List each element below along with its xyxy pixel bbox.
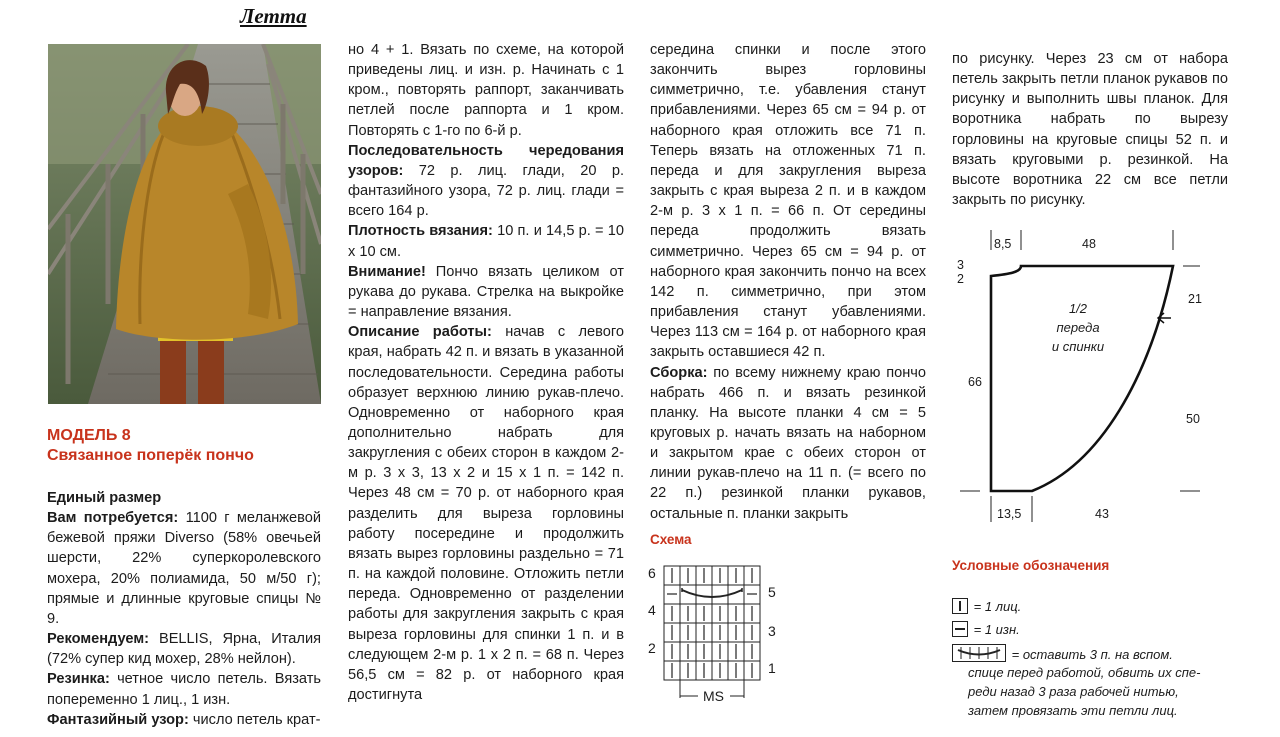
legend-cable-text-1: = оставить 3 п. на вспом. [1011, 647, 1173, 662]
description-label: Описание работы: [348, 324, 492, 341]
dim-48: 48 [1082, 237, 1096, 251]
purl-symbol-icon [952, 621, 968, 637]
knit-symbol-icon [952, 598, 968, 614]
knitting-chart [646, 558, 786, 708]
column-4 [952, 49, 1228, 210]
dim-21: 21 [1188, 292, 1202, 306]
legend-title: Условные обозначения [952, 558, 1110, 573]
legend-cable-text-3: реди назад 3 раза рабочей нитью, [968, 684, 1179, 699]
fancy-label: Фантазийный узор: [47, 711, 189, 728]
brand-title: Летта [240, 4, 307, 28]
dim-66: 66 [968, 375, 982, 389]
model-name: Связанное поперёк пончо [47, 447, 254, 464]
attention-label: Внимание! [348, 263, 426, 280]
sequence-text: 72 р. лиц. глади, 20 р. фантазийного узора, 72 р. лиц. глади = всего 164 р. [348, 162, 624, 220]
chart-grid [664, 566, 760, 680]
recommend-label: Рекомендуем: [47, 631, 149, 648]
column-3 [650, 40, 926, 524]
legend-cable [952, 644, 1173, 664]
center-label-1: 1/2 [1068, 301, 1088, 316]
legend-cable-text-4: затем провязать эти петли лиц. [968, 703, 1178, 718]
model-heading [47, 426, 254, 466]
rib-label: Резинка: [47, 671, 110, 688]
col2-paragraph-1: но 4 + 1. Вязать по схеме, на которой приведены лиц. и изн. р. Начинать с 1 кром., повторять раппорт, заканчивать петлей после раппорта и 1 кром. Повторять с 1-го по 6-й р. [348, 42, 624, 139]
dim-8-5: 8,5 [994, 237, 1012, 251]
cable-symbol-icon [952, 644, 1006, 662]
column-intro [47, 488, 321, 730]
dim-2: 2 [957, 272, 964, 286]
chart-row-3: 3 [768, 623, 776, 639]
sequence-label: Последовательность чередования узоров: [348, 142, 624, 179]
pattern-schematic [950, 228, 1230, 528]
assembly-text: по всему нижнему краю пончо набрать 466 п. и вязать резинкой планку. На высоте планки 4 см = 5 круговых р. начать вязать на наборном и закрытом крае с обеих сторон от линии рукав-плечо на 11 п. (= всего по 22 п.) резинкой планки рукавов, остальные п. планки закрыть [650, 364, 926, 522]
chart-row-4: 4 [648, 602, 656, 618]
poncho-photo-illustration [48, 44, 321, 404]
assembly-label: Сборка: [650, 364, 708, 381]
rib-text: четное число петель. Вязать попеременно 1 лиц., 1 изн. [47, 671, 321, 708]
gauge-text: 10 п. и 14,5 р. = 10 х 10 см. [348, 223, 624, 260]
scheme-title: Схема [650, 532, 692, 547]
chart-row-6: 6 [648, 565, 656, 581]
model-number: МОДЕЛЬ 8 [47, 427, 131, 444]
model-photo [48, 44, 321, 404]
size-heading: Единый размер [47, 490, 162, 506]
dim-50: 50 [1186, 412, 1200, 426]
dim-13-5: 13,5 [997, 507, 1022, 521]
center-label-3: и спинки [1051, 339, 1105, 354]
dim-3: 3 [957, 258, 964, 272]
col4-paragraph-1: по рисунку. Через 23 см от набора петель закрыть петли планок рукавов по рисунку и выполнить швы планок. Для воротника набрать по вырезу горловины на круговые спицы 52 п. и вязать круговыми р. резинкой. На высоте воротника 22 см все петли закрыть по рисунку. [952, 51, 1228, 209]
schematic-dimension-lines [960, 230, 1200, 522]
recommend-text: BELLIS, Ярна, Италия (72% супер кид мохер, 28% нейлон). [47, 631, 321, 668]
center-label-2: переда [1056, 320, 1100, 335]
dim-43: 43 [1095, 507, 1109, 521]
attention-text: Пончо вязать целиком от рукава до рукава. Стрелка на выкройке = направление вязания. [348, 263, 624, 321]
legend-knit-text: = 1 лиц. [973, 599, 1022, 614]
column-2 [348, 40, 624, 705]
materials-label: Вам потребуется: [47, 510, 179, 527]
legend-cable-text-2: спице перед работой, обвить их спе- [968, 665, 1201, 680]
chart-row-5: 5 [768, 584, 776, 600]
chart-row-2: 2 [648, 640, 656, 656]
legend-purl [952, 620, 1020, 639]
col3-paragraph-1: середина спинки и после этого закончить вырез горловины симметрично, т.е. убавления станут прибавлениями. Через 65 см = 94 р. от наборного края отложить все 71 п. Теперь вязать на отложенных 71 п. переда и для закругления выреза закрыть с края выреза 2 п. и в каждом 2-м р. 3 х 1 п. = 66 п. От середины переда продолжить вязать симметрично. Через 65 см = 94 р. от наборного края закончить пончо на всех 142 п. симметрично, при этом прибавления станут убавлениями. Через 113 см = 164 р. от наборного края закрыть оставшиеся 42 п. [650, 42, 926, 361]
chart-row-1: 1 [768, 660, 776, 676]
description-text: начав с левого края, набрать 42 п. и вязать в указанной последовательности. Середина работы образует верхнюю линию рукав-плечо. Одновременно от наборного края дополнительно набрать для закругления с обеих сторон в каждом 2-м р. 3 х 3, 13 х 2 и 15 х 1 п. = 142 п. Через 48 см = 70 р. от наборного края разделить для выреза горловины работу посередине и продолжить вязать вырез горловины раздельно = 71 п. на каждой половине. Отложить петли переда. Одновременно от разделении работы для закругления закрыть с края выреза горловины для спинки 1 п. и в следующем 2-м р. 1 х 2 п. = 68 п. Через 56,5 см = 82 р. от наборного края достигнута [348, 324, 624, 703]
chart-repeat-label: MS [703, 688, 724, 704]
legend-purl-text: = 1 изн. [973, 622, 1020, 637]
gauge-label: Плотность вязания: [348, 223, 493, 240]
materials-text: 1100 г меланжевой бежевой пряжи Diverso (58% овечьей шерсти, 22% суперкоролевского мохера, 20% полиамида, 50 м/50 г); прямые и длинные круговые спицы № 9. [47, 510, 321, 627]
schematic-outline [991, 266, 1173, 491]
legend-knit [952, 597, 1021, 616]
fancy-text: число петель крат- [188, 711, 321, 728]
